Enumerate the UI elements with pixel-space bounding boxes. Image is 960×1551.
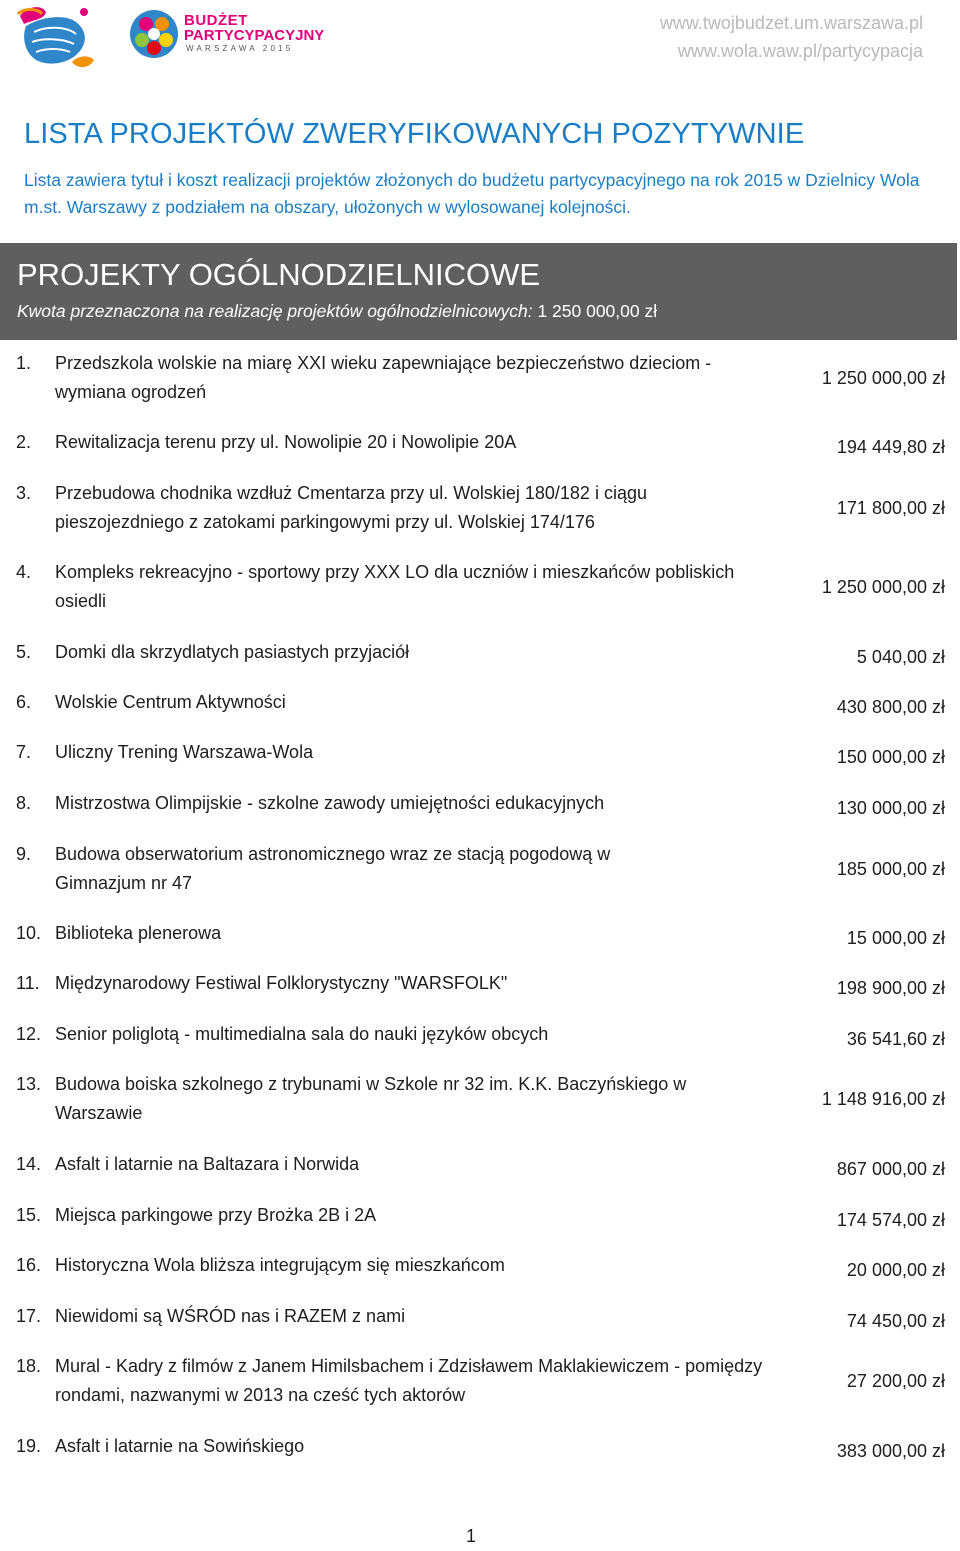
budzet-partycypacyjny-logo <box>126 6 325 66</box>
project-amount: 20 000,00 zł <box>846 1260 945 1280</box>
project-name: Senior poliglotą - multimedialna sala do nauki języków obcych <box>55 1024 549 1044</box>
project-amount: 15 000,00 zł <box>846 928 945 948</box>
url-wola-partycypacja[interactable]: www.wola.waw.pl/partycypacja <box>677 41 923 61</box>
project-number: 14. <box>16 1154 42 1174</box>
logo-text-partycypacyjny: PARTYCYPACYJNY <box>184 27 325 44</box>
url-twojbudzet[interactable]: www.twojbudzet.um.warszawa.pl <box>659 13 923 33</box>
project-number: 13. <box>16 1074 42 1094</box>
project-number: 17. <box>16 1306 42 1326</box>
project-number: 9. <box>16 844 32 864</box>
zakochaj-sie-w-woli-logo <box>12 2 98 74</box>
project-number: 19. <box>16 1436 42 1456</box>
project-number: 3. <box>16 483 32 503</box>
project-amount: 1 250 000,00 zł <box>821 368 945 388</box>
project-number: 18. <box>16 1356 42 1376</box>
project-amount: 174 574,00 zł <box>836 1210 945 1230</box>
page-description: Lista zawiera tytuł i koszt realizacji projektów złożonych do budżetu partycypacyjnego na rok 2015 w Dzielnicy Wola m.st. Warszawy z podziałem na obszary, ułożonych w wylosowanej kolejności. <box>24 170 920 217</box>
project-amount: 36 541,60 zł <box>846 1029 945 1049</box>
project-name: Przedszkola wolskie na miarę XXI wieku zapewniające bezpieczeństwo dzieciom - wymiana ogrodzeń <box>55 353 712 402</box>
project-number: 8. <box>16 793 32 813</box>
section-subtitle <box>17 301 657 322</box>
project-name: Budowa obserwatorium astronomicznego wraz ze stacją pogodową w Gimnazjum nr 47 <box>55 844 611 893</box>
project-name: Przebudowa chodnika wzdłuż Cmentarza przy ul. Wolskiej 180/182 i ciągu pieszojezdniego z zatokami parkingowymi przy ul. Wolskiej 174/176 <box>55 483 647 532</box>
project-name: Budowa boiska szkolnego z trybunami w Szkole nr 32 im. K.K. Baczyńskiego w Warszawie <box>55 1074 687 1123</box>
project-amount: 150 000,00 zł <box>836 747 945 767</box>
project-amount: 198 900,00 zł <box>836 978 945 998</box>
project-amount: 27 200,00 zł <box>846 1371 945 1391</box>
project-amount: 867 000,00 zł <box>836 1159 945 1179</box>
project-name: Miejsca parkingowe przy Brożka 2B i 2A <box>55 1205 377 1225</box>
project-name: Wolskie Centrum Aktywności <box>55 692 286 712</box>
project-name: Mural - Kadry z filmów z Janem Himilsbachem i Zdzisławem Maklakiewiczem - pomiędzy rondami, nazwanymi w 2013 na cześć tych aktorów <box>55 1356 763 1405</box>
section-header <box>0 243 957 340</box>
project-name: Międzynarodowy Festiwal Folklorystyczny "WARSFOLK" <box>55 973 508 993</box>
project-name: Uliczny Trening Warszawa-Wola <box>55 742 314 762</box>
project-number: 15. <box>16 1205 42 1225</box>
project-number: 4. <box>16 562 32 582</box>
project-number: 11. <box>16 973 40 993</box>
page-title: LISTA PROJEKTÓW ZWERYFIKOWANYCH POZYTYWNIE <box>24 118 805 150</box>
project-number: 12. <box>16 1024 42 1044</box>
project-amount: 1 148 916,00 zł <box>821 1089 945 1109</box>
project-number: 10. <box>16 923 42 943</box>
project-name: Domki dla skrzydlatych pasiastych przyjaciół <box>55 642 410 662</box>
project-name: Rewitalizacja terenu przy ul. Nowolipie 20 i Nowolipie 20A <box>55 432 517 452</box>
project-name: Asfalt i latarnie na Sowińskiego <box>55 1436 305 1456</box>
project-number: 7. <box>16 742 32 762</box>
project-number: 2. <box>16 432 32 452</box>
project-name: Mistrzostwa Olimpijskie - szkolne zawody umiejętności edukacyjnych <box>55 793 605 813</box>
header-urls <box>660 9 923 65</box>
section-subtitle-amount: 1 250 000,00 zł <box>537 301 658 321</box>
project-amount: 5 040,00 zł <box>856 647 945 667</box>
project-number: 1. <box>16 353 32 373</box>
project-name: Asfalt i latarnie na Baltazara i Norwida <box>55 1154 360 1174</box>
logo-text-budzet: BUDŻET <box>184 12 248 29</box>
section-title: PROJEKTY OGÓLNODZIELNICOWE <box>17 257 541 292</box>
project-amount: 74 450,00 zł <box>846 1311 945 1331</box>
project-amount: 130 000,00 zł <box>836 798 945 818</box>
project-number: 16. <box>16 1255 42 1275</box>
project-amount: 430 800,00 zł <box>836 697 945 717</box>
project-number: 5. <box>16 642 32 662</box>
section-subtitle-text: Kwota przeznaczona na realizację projektów ogólnodzielnicowych: <box>17 301 538 321</box>
project-number: 6. <box>16 692 32 712</box>
logo-text-warszawa: WARSZAWA 2015 <box>186 44 294 53</box>
project-name: Niewidomi są WŚRÓD nas i RAZEM z nami <box>55 1306 406 1326</box>
project-name: Kompleks rekreacyjno - sportowy przy XXX LO dla uczniów i mieszkańców pobliskich osiedli <box>55 562 735 611</box>
page-number: 1 <box>466 1526 477 1546</box>
project-amount: 1 250 000,00 zł <box>821 577 945 597</box>
project-name: Biblioteka plenerowa <box>55 923 222 943</box>
project-amount: 194 449,80 zł <box>836 437 945 457</box>
project-amount: 171 800,00 zł <box>836 498 945 518</box>
project-amount: 383 000,00 zł <box>836 1441 945 1461</box>
project-amount: 185 000,00 zł <box>836 859 945 879</box>
project-name: Historyczna Wola bliższa integrującym się mieszkańcom <box>55 1255 505 1275</box>
page-header <box>0 0 960 80</box>
